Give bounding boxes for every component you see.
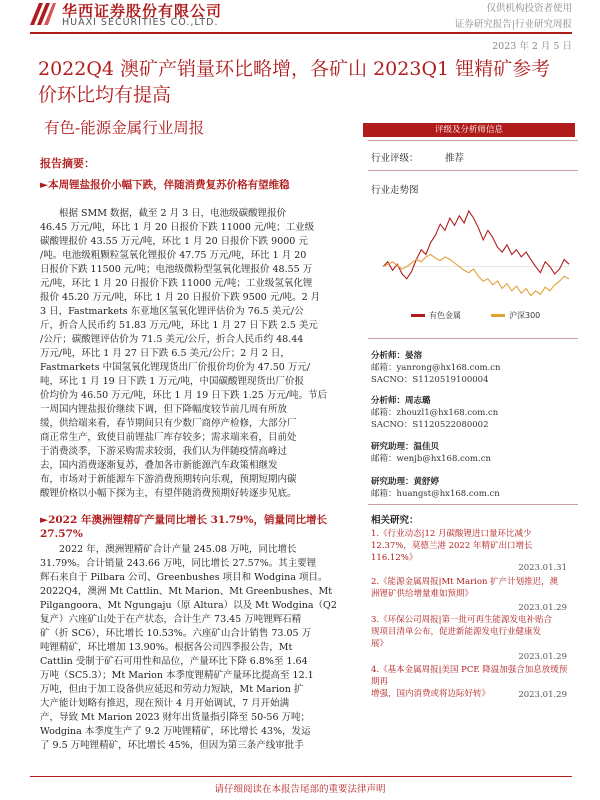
paragraph-line: 2022Q4，澳洲 Mt Cattlin、Mt Marion、Mt Greenbushes、Mt	[40, 586, 333, 597]
company-name-cn: 华西证券股份有限公司	[62, 2, 223, 20]
divider	[368, 504, 578, 505]
section-title: ►2022 年澳洲锂精矿产量同比增长 31.79%，销量同比增长 27.57%	[40, 514, 327, 540]
paragraph-line: 3 日，Fastmarkets 东亚地区氢氧化锂评估价为 76.5 美元/公	[40, 306, 304, 317]
paragraph-line: 布，市场对于新能源车下游消费预期转向乐观，预期短期内碳	[40, 474, 297, 485]
paragraph-line: 大产能计划略有推迟，现在预计 4 月开始调试，7 月开始满	[40, 698, 290, 709]
paragraph-line: 商正常生产，致使目前锂盐厂库存较多；需求端来看，目前处	[40, 432, 297, 443]
paragraph-line: Fastmarkets 中国氢氧化锂现货出厂价报价均价为 47.50 万元/	[40, 362, 311, 373]
report-subtitle: 有色-能源金属行业周报	[44, 119, 205, 137]
paragraph-line: 报价 45.20 万元/吨，环比 1 月 20 日报价下跌 9500 元/吨。2 月	[40, 292, 321, 303]
divider	[368, 140, 578, 141]
related-report-line: 洲锂矿供给增量难如预期》	[371, 589, 474, 599]
paragraph-line: 日报价下跌 11500 元/吨；电池级微粉型氢氧化锂报价 48.55 万	[40, 264, 313, 275]
paragraph-line: 辉石来自于 Pilbara 公司、Greenbushes 项目和 Wodgina 项目。	[40, 572, 328, 583]
related-report-line: 3.《环保公司周报|第一批可再生能源发电补贴合	[371, 615, 552, 625]
analyst-name: 分析师：晏溶	[371, 351, 423, 361]
company-logo-icon	[30, 3, 56, 25]
legal-notice-link[interactable]: 请仔细阅读在本报告尾部的重要法律声明	[214, 784, 386, 795]
paragraph-line: /吨。电池级粗颗粒氢氧化锂报价 47.75 万元/吨，环比 1 月 20	[40, 250, 307, 261]
paragraph-line: Wodgina 本季度生产了 9.2 万吨锂精矿，环比增长 43%，发运	[40, 726, 311, 737]
paragraph-line: 一周国内锂盐报价继续下调，但下降幅度较节前几周有所放	[40, 404, 288, 415]
rating-label: 行业评级：	[371, 153, 419, 164]
analyst-name: 分析师：周志璐	[371, 396, 431, 406]
analyst-email[interactable]: 邮箱：huangst@hx168.com.cn	[371, 489, 500, 499]
related-report-link[interactable]	[371, 576, 571, 600]
paragraph-line: 根据 SMM 数据，截至 2 月 3 日，电池级碳酸锂报价	[40, 208, 287, 219]
paragraph-line: 万元/吨，环比 1 月 27 日下跌 6.5 美元/公斤；2 月 2 日，	[40, 348, 290, 359]
header-divider	[30, 32, 572, 34]
paragraph-line: 31.79%。合计销量 243.66 万吨，同比增长 27.57%。其主要锂	[40, 558, 317, 569]
analyst-sac-id: SACNO：S1120519100004	[371, 375, 489, 385]
paragraph-line: 万吨（SC5.3）；Mt Marion 本季度锂精矿产量环比提高至 12.1	[40, 670, 314, 681]
related-report-line: 1.《行业动态|12 月碳酸锂进口量环比减少	[371, 529, 532, 539]
paragraph-line: Pilgangoora、Mt Ngungaju（原 Altura）以及 Mt Wodgina（Q2	[40, 600, 337, 611]
related-report-date: 2023.01.31	[518, 563, 567, 573]
paragraph-line: 产，导致 Mt Marion 2023 财年出货量指引降至 50-56 万吨；	[40, 712, 311, 723]
audience-note: 仅供机构投资者使用	[486, 3, 572, 14]
report-date: 2023 年 2 月 5 日	[492, 41, 572, 52]
trend-label: 行业走势图	[371, 185, 419, 196]
paragraph-line: 酸锂价格以小幅下探为主，有望伴随消费预期好转逐步见底。	[40, 488, 297, 499]
paragraph-line: 于消费淡季，下游采购需求较弱，我们认为伴随疫情高峰过	[40, 446, 288, 457]
legend-swatch	[411, 314, 425, 317]
paragraph-line: Cattlin 受制于矿石可用性和品位，产量环比下降 6.8%至 1.64	[40, 656, 308, 667]
paragraph-line: 去，国内消费逐渐复苏，叠加各市新能源汽车政策相继发	[40, 460, 278, 471]
divider	[368, 170, 578, 171]
divider	[368, 338, 578, 339]
related-report-line: 展》	[371, 639, 389, 649]
series-line-0	[383, 211, 569, 279]
analyst-card	[371, 350, 581, 386]
summary-label: 报告摘要：	[40, 157, 95, 170]
paragraph-line: 了 9.5 万吨锂精矿，环比增长 45%，但因为第三条产线审批手	[40, 740, 304, 751]
analyst-email[interactable]: 邮箱：zhouzl1@hx168.com.cn	[371, 408, 499, 418]
paragraph-line: 元/吨，环比 1 月 20 日报价下跌 11000 元/吨；工业级氢氧化锂	[40, 278, 313, 289]
related-report-date: 2023.01.29	[518, 690, 567, 700]
paragraph-line: 价均价为 46.50 万元/吨，环比 1 月 19 日下跌 1.25 万元/吨。节后	[40, 390, 328, 401]
analyst-name: 研究助理：黄舒婷	[371, 477, 440, 487]
trend-chart-svg	[371, 198, 575, 328]
section-body	[40, 207, 358, 501]
trend-chart	[371, 198, 575, 328]
section-body	[40, 543, 358, 753]
paragraph-line: 碳酸锂报价 43.55 万元/吨，环比 1 月 20 日报价下跌 9000 元	[40, 236, 308, 247]
analyst-sac-id: SACNO：S1120522080002	[371, 420, 489, 430]
related-report-date: 2023.01.29	[518, 652, 567, 662]
paragraph-line: 吨，环比 1 月 19 日下跌 1 万元/吨，中国碳酸锂现货出厂价报	[40, 376, 304, 387]
paragraph-line: 吨锂精矿，环比增加 13.90%。根据各公司四季报公告，Mt	[40, 642, 293, 653]
paragraph-line: 万吨，但由于加工设备供应延迟和劳动力短缺，Mt Marion 扩	[40, 684, 304, 695]
section-title: ►本周锂盐报价小幅下跌，伴随消费复苏价格有望维稳	[40, 179, 290, 191]
legend-swatch	[491, 314, 505, 317]
paragraph-line: /公斤；碳酸锂评估价为 71.5 美元/公斤，折合人民币约 48.44	[40, 334, 304, 345]
rating-value: 推荐	[445, 153, 465, 164]
analyst-email[interactable]: 邮箱：yanrong@hx168.com.cn	[371, 363, 501, 373]
analyst-email[interactable]: 邮箱：wenjb@hx168.com.cn	[371, 454, 491, 464]
related-research-label: 相关研究：	[371, 515, 419, 526]
report-type: 证券研究报告|行业研究周报	[454, 19, 572, 30]
paragraph-line: 2022 年，澳洲锂精矿合计产量 245.08 万吨，同比增长	[40, 544, 297, 555]
related-report-line: 12.37%，莫德兰港 2022 年精矿出口增长	[371, 541, 533, 551]
related-report-line: 规项目清单公布，促进新能源发电行业健康发	[371, 627, 542, 637]
related-report-line: 增强，国内消费或将边际好转》	[371, 689, 491, 699]
paragraph-line: 矿（折 SC6），环比增长 10.53%。六座矿山合计销售 73.05 万	[40, 628, 312, 639]
related-report-line: 4.《基本金属周报|美国 PCE 降温加强合加息放缓预期再	[371, 665, 568, 687]
analyst-card	[371, 441, 581, 465]
analyst-name: 研究助理：温佳贝	[371, 442, 440, 452]
paragraph-line: 缓，供给端来看，春节期间只有少数厂商停产检修，大部分厂	[40, 418, 297, 429]
report-title: 2022Q4 澳矿产销量环比略增，各矿山 2023Q1 锂精矿参考价环比均有提高	[38, 58, 551, 106]
analyst-card	[371, 395, 581, 431]
paragraph-line: 斤，折合人民币约 51.83 万元/吨，环比 1 月 27 日下跌 2.5 美元	[40, 320, 318, 331]
sidebar-header: 评级及分析师信息	[363, 123, 575, 137]
paragraph-line: 46.45 万元/吨，环比 1 月 20 日报价下跌 11000 元/吨；工业级	[40, 222, 315, 233]
legend-label: 沪深300	[509, 311, 541, 320]
paragraph-line: 复产）六座矿山处于在产状态，合计生产 73.45 万吨锂辉石精	[40, 614, 302, 625]
related-report-line: 116.12%》	[371, 553, 418, 563]
related-report-date: 2023.01.29	[518, 603, 567, 613]
company-name-en: HUAXI SECURITIES CO.,LTD.	[62, 17, 219, 28]
series-line-1	[383, 255, 569, 296]
related-report-line: 2.《能源金属周报|Mt Marion 扩产计划推迟，澳	[371, 577, 559, 587]
footer-divider	[30, 776, 572, 777]
legend-label: 有色金属	[429, 311, 461, 320]
analyst-card	[371, 476, 581, 500]
related-report-link[interactable]	[371, 614, 571, 650]
related-report-link[interactable]	[371, 528, 571, 564]
